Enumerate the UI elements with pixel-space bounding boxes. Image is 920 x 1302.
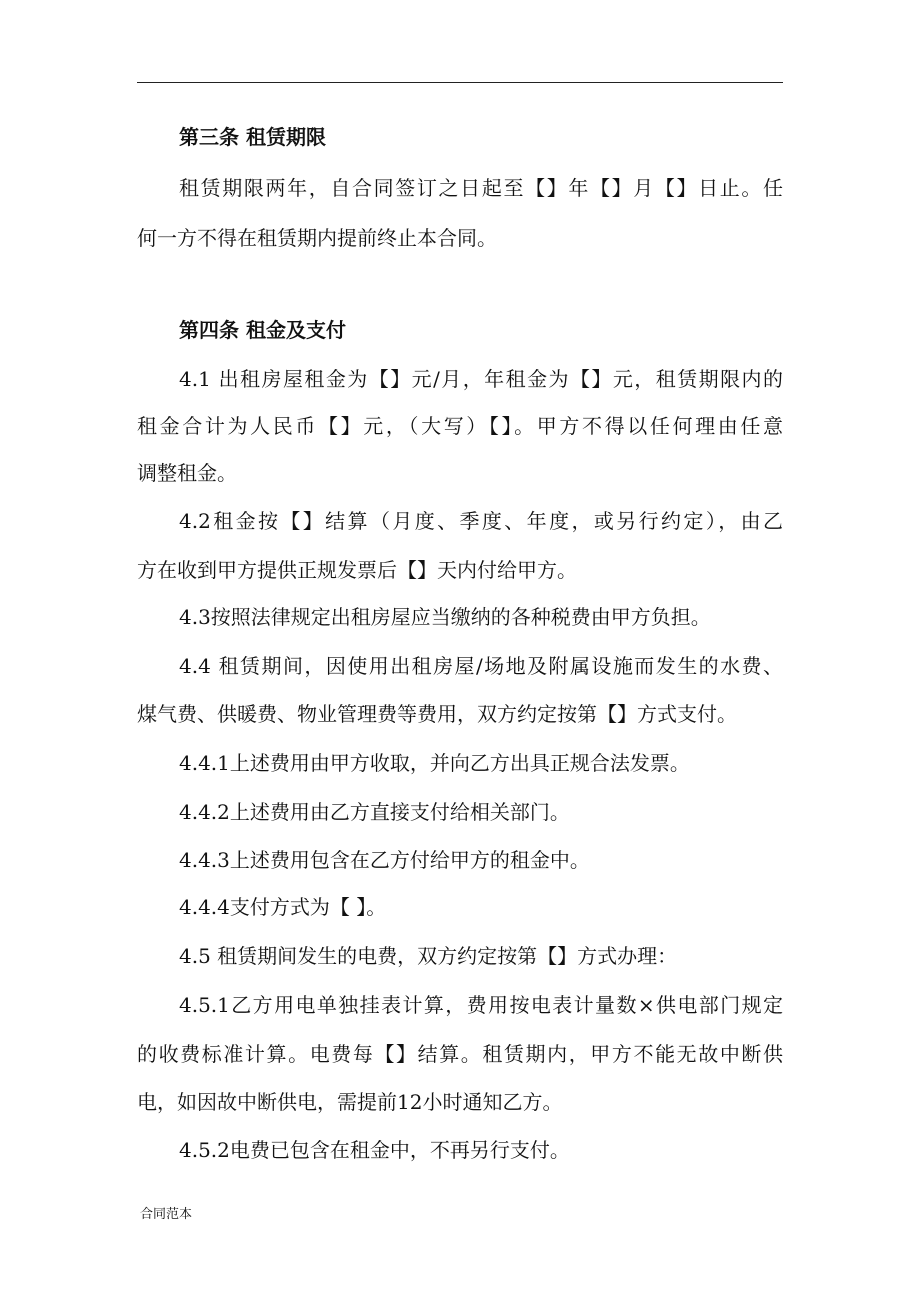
article-3-line-2: 何一方不得在租赁期内提前终止本合同。 xyxy=(137,226,497,250)
header-rule xyxy=(137,82,783,83)
clause-4-5-1-line-3: 电，如因故中断供电，需提前12小时通知乙方。 xyxy=(137,1090,563,1114)
clause-4-4-line-2: 煤气费、供暖费、物业管理费等费用，双方约定按第【】方式支付。 xyxy=(137,702,737,726)
article-3-line-1: 租赁期限两年，自合同签订之日起至【】年【】月【】日止。任 xyxy=(179,176,783,200)
clause-4-5-2: 4.5.2电费已包含在租金中，不再另行支付。 xyxy=(179,1138,570,1162)
clause-4-1-line-1: 4.1 出租房屋租金为【】元/月，年租金为【】元，租赁期限内的 xyxy=(179,367,783,391)
clause-4-2-line-1: 4.2租金按【】结算（月度、季度、年度，或另行约定），由乙 xyxy=(179,509,783,533)
clause-4-2-line-2: 方在收到甲方提供正规发票后【】天内付给甲方。 xyxy=(137,558,577,582)
clause-4-5-1-line-1: 4.5.1乙方用电单独挂表计算，费用按电表计量数×供电部门规定 xyxy=(179,993,783,1017)
clause-4-3: 4.3按照法律规定出租房屋应当缴纳的各种税费由甲方负担。 xyxy=(179,605,711,629)
article-3-heading: 第三条 租赁期限 xyxy=(179,125,326,149)
clause-4-4-1: 4.4.1上述费用由甲方收取，并向乙方出具正规合法发票。 xyxy=(179,751,690,775)
footer-label: 合同范本 xyxy=(140,1207,193,1222)
clause-4-5-1-line-2: 的收费标准计算。电费每【】结算。租赁期内，甲方不能无故中断供 xyxy=(137,1042,783,1066)
clause-4-1-line-2: 租金合计为人民币【】元，（大写）【】。甲方不得以任何理由任意 xyxy=(137,414,783,438)
clause-4-4-4: 4.4.4支付方式为【 】。 xyxy=(179,895,387,919)
clause-4-4-line-1: 4.4 租赁期间，因使用出租房屋/场地及附属设施而发生的水费、 xyxy=(179,654,783,678)
article-4-heading: 第四条 租金及支付 xyxy=(179,318,346,342)
clause-4-4-3: 4.4.3上述费用包含在乙方付给甲方的租金中。 xyxy=(179,848,590,872)
clause-4-1-line-3: 调整租金。 xyxy=(137,461,237,485)
clause-4-4-2: 4.4.2上述费用由乙方直接支付给相关部门。 xyxy=(179,800,570,824)
clause-4-5: 4.5 租赁期间发生的电费，双方约定按第【】方式办理： xyxy=(179,944,678,968)
